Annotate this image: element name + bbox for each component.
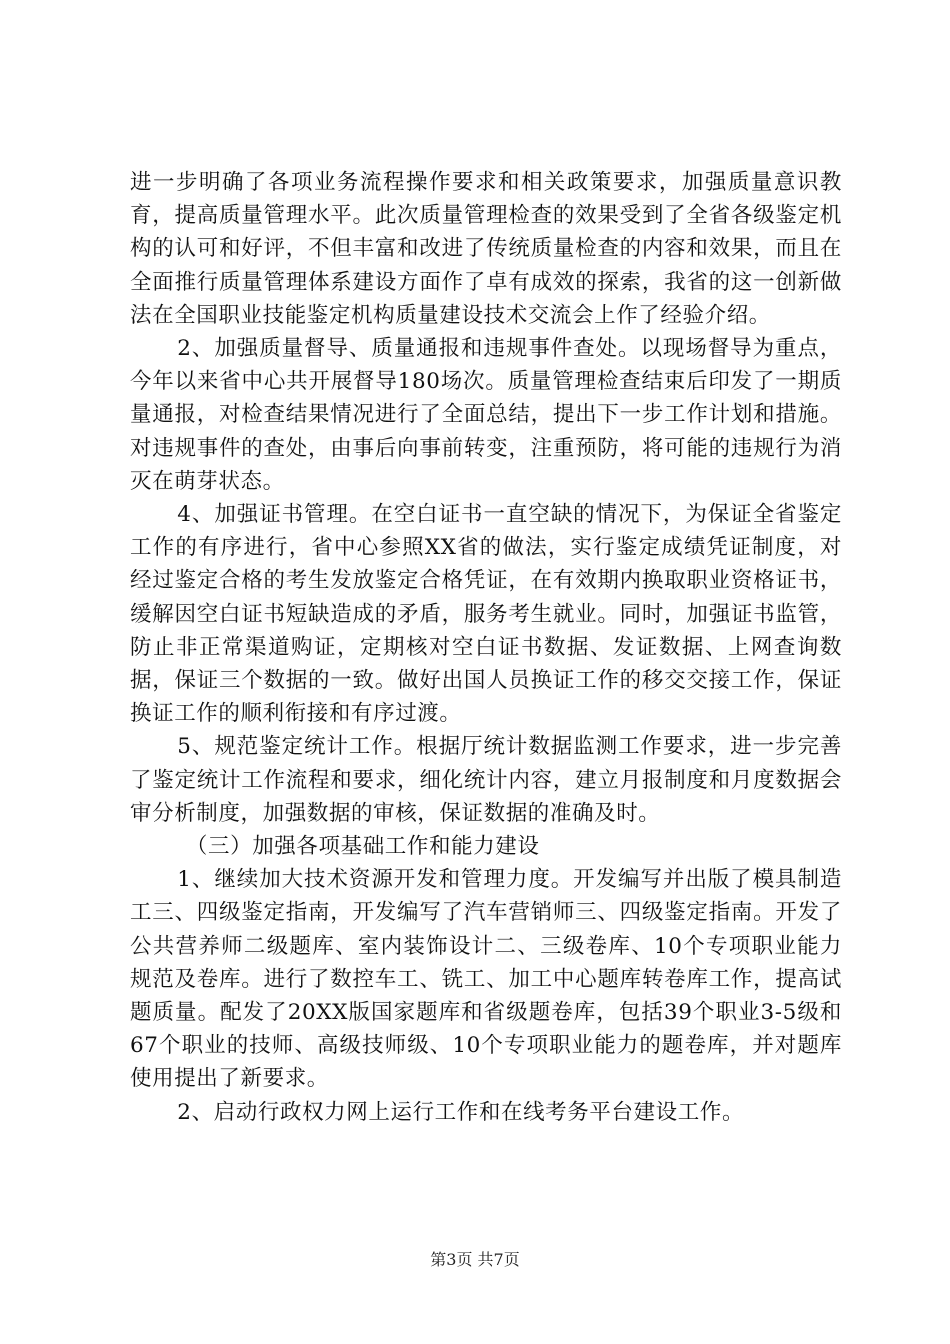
paragraph-item-5-statistics: 5、规范鉴定统计工作。根据厅统计数据监测工作要求，进一步完善了鉴定统计工作流程和要求，细化统计内容，建立月报制度和月度数据会审分析制度，加强数据的审核，保证数据的准确及时。 <box>130 734 842 826</box>
paragraph-continuation: 进一步明确了各项业务流程操作要求和相关政策要求，加强质量意识教育，提高质量管理水平。此次质量管理检查的效果受到了全省各级鉴定机构的认可和好评，不但丰富和改进了传统质量检查的内容和效果，而且在全面推行质量管理体系建设方面作了卓有成效的探索，我省的这一创新做法在全国职业技能鉴定机构质量建设技术交流会上作了经验介绍。 <box>130 170 842 328</box>
page-number-label: 第3页 共7页 <box>430 1250 520 1269</box>
paragraph-sub-2-online-platform: 2、启动行政权力网上运行工作和在线考务平台建设工作。 <box>177 1099 745 1125</box>
paragraph-item-2-quality-supervision: 2、加强质量督导、质量通报和违规事件查处。以现场督导为重点，今年以来省中心共开展督导180场次。质量管理检查结束后印发了一期质量通报，对检查结果情况进行了全面总结，提出下一步工作计划和措施。对违规事件的查处，由事后向事前转变，注重预防，将可能的违规行为消灭在萌芽状态。 <box>130 336 842 494</box>
page-footer <box>0 1250 950 1270</box>
paragraph-sub-1-technical-resources: 1、继续加大技术资源开发和管理力度。开发编写并出版了模具制造工三、四级鉴定指南，开发编写了汽车营销师三、四级鉴定指南。开发了公共营养师二级题库、室内装饰设计二、三级卷库、10个专项职业能力规范及卷库。进行了数控车工、铣工、加工中心题库转卷库工作，提高试题质量。配发了20XX版国家题库和省级题卷库，包括39个职业3-5级和67个职业的技师、高级技师级、10个专项职业能力的题卷库，并对题库使用提出了新要求。 <box>130 867 842 1092</box>
document-body <box>130 166 842 1129</box>
section-heading-3: （三）加强各项基础工作和能力建设 <box>185 834 540 860</box>
paragraph-item-4-certificate-management: 4、加强证书管理。在空白证书一直空缺的情况下，为保证全省鉴定工作的有序进行，省中心参照XX省的做法，实行鉴定成绩凭证制度，对经过鉴定合格的考生发放鉴定合格凭证，在有效期内换取职业资格证书，缓解因空白证书短缺造成的矛盾，服务考生就业。同时，加强证书监管，防止非正常渠道购证，定期核对空白证书数据、发证数据、上网查询数据，保证三个数据的一致。做好出国人员换证工作的移交交接工作，保证换证工作的顺利衔接和有序过渡。 <box>130 502 842 727</box>
